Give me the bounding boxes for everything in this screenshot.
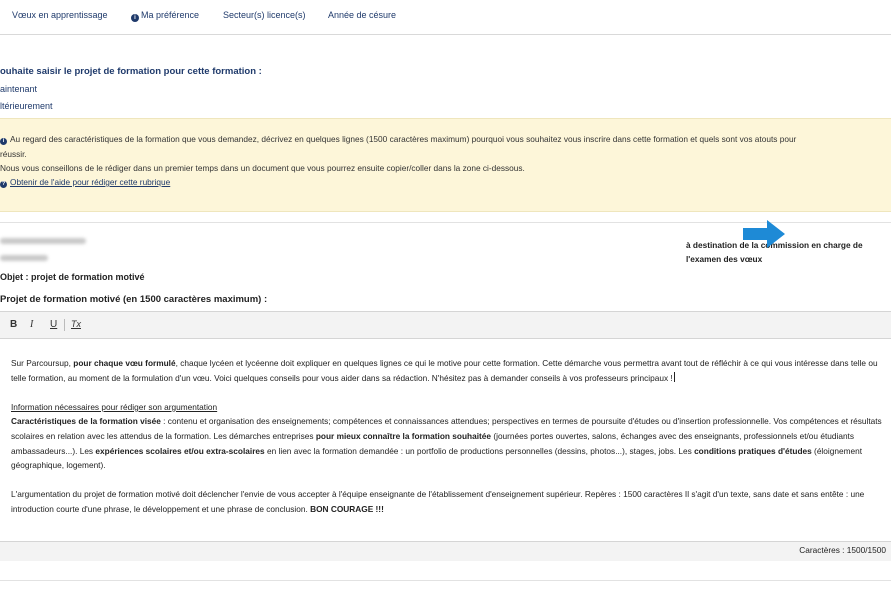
- tab-ma-preference[interactable]: [131, 10, 199, 22]
- letter-subject: Objet : projet de formation motivé: [0, 272, 145, 282]
- destination-text: à destination de la commission en charge de l'examen des vœux: [686, 240, 863, 264]
- choice-later-option[interactable]: ltérieurement: [0, 101, 53, 111]
- redacted-name: [0, 238, 86, 244]
- toolbar-separator: [64, 319, 65, 331]
- bottom-divider: [0, 580, 891, 581]
- character-counter: Caractères : 1500/1500: [799, 545, 886, 555]
- redacted-id: [0, 255, 48, 261]
- paragraph-info: Information nécessaires pour rédiger son argumentation Caractéristiques de la formation visée : contenu et organisation des enseignements; compétences et connaissances attendues; perspectives en termes de poursuite d'études ou d'insertion professionnelle. Vos compétences et résultats scolaires en relation avec les attendus de la formation. Les démarches entreprises pour mieux connaître la formation souhaitée (journées portes ouvertes, salons, échanges avec des enseignants, professionnels et/ou étudiants ambassadeurs...). Les expériences scolaires et/ou extra-scolaires en lien avec la formation demandée : un portfolio de productions personnelles (dessins, photos...), stages, jobs. Les conditions pratiques d'études (éloignement géographique, logement).: [11, 401, 882, 471]
- info-notice: [0, 118, 891, 212]
- choice-question: ouhaite saisir le projet de formation pour cette formation :: [0, 66, 262, 77]
- tab-ma-preference-label: Ma préférence: [141, 10, 200, 20]
- bold-button[interactable]: B: [10, 319, 18, 330]
- info-icon: i: [131, 14, 139, 22]
- editor-toolbar: [0, 312, 891, 339]
- editor-footer: [0, 541, 891, 561]
- tabs-bar: [0, 0, 891, 35]
- notice-line-2: réussir.: [0, 149, 27, 159]
- highlight-arrow-icon: [743, 220, 785, 248]
- editor-content[interactable]: [11, 356, 887, 517]
- help-link-row[interactable]: [0, 177, 170, 188]
- help-icon: ?: [1, 181, 6, 187]
- paragraph-intro: Sur Parcoursup, pour chaque vœu formulé, chaque lycéen et lycéenne doit expliquer en quelques lignes ce qui le motive pour cette formation. Cette démarche vous permettra avant tout de réfléchir à ce qui vous intéresse dans telle ou telle formation, au moment de la formulation d'un vœu. Voici quelques conseils pour vous aider dans sa rédaction. N'hésitez pas à demander conseils à vos professeurs principaux !: [11, 358, 878, 383]
- notice-line-3: Nous vous conseillons de le rédiger dans un premier temps dans un document que vous pourrez ensuite copier/coller dans la zone ci-dessous.: [0, 163, 525, 173]
- text-caret: [674, 372, 675, 382]
- notice-line-1: i Au regard des caractéristiques de la formation que vous demandez, décrivez en quelques lignes (1500 caractères maximum) pourquoi vous souhaitez vous inscrire dans cette formation et quels sont vos atouts pour: [0, 134, 796, 145]
- underline-button[interactable]: U: [50, 319, 58, 330]
- choice-now-option[interactable]: aintenant: [0, 84, 38, 94]
- clear-format-button[interactable]: Tx: [71, 319, 81, 329]
- tab-annee-cesure[interactable]: Année de césure: [328, 10, 397, 20]
- help-link[interactable]: Obtenir de l'aide pour rédiger cette rubrique: [10, 177, 171, 187]
- paragraph-conclusion: L'argumentation du projet de formation motivé doit déclencher l'envie de vous accepter à l'équipe enseignante de l'établissement d'enseignement supérieur. Repères : 1500 caractères Il s'agit d'un texte, sans date et sans entête : une introduction courte d'une phrase, le développement et une phrase de conclusion. BON COURAGE !!!: [11, 489, 865, 514]
- rich-text-editor[interactable]: [0, 311, 891, 561]
- tab-voeux-apprentissage[interactable]: Vœux en apprentissage: [12, 10, 108, 20]
- italic-button[interactable]: I: [30, 319, 34, 330]
- tab-secteurs-licences[interactable]: Secteur(s) licence(s): [223, 10, 306, 20]
- project-label: Projet de formation motivé (en 1500 caractères maximum) :: [0, 294, 268, 305]
- info-icon: i: [0, 138, 7, 145]
